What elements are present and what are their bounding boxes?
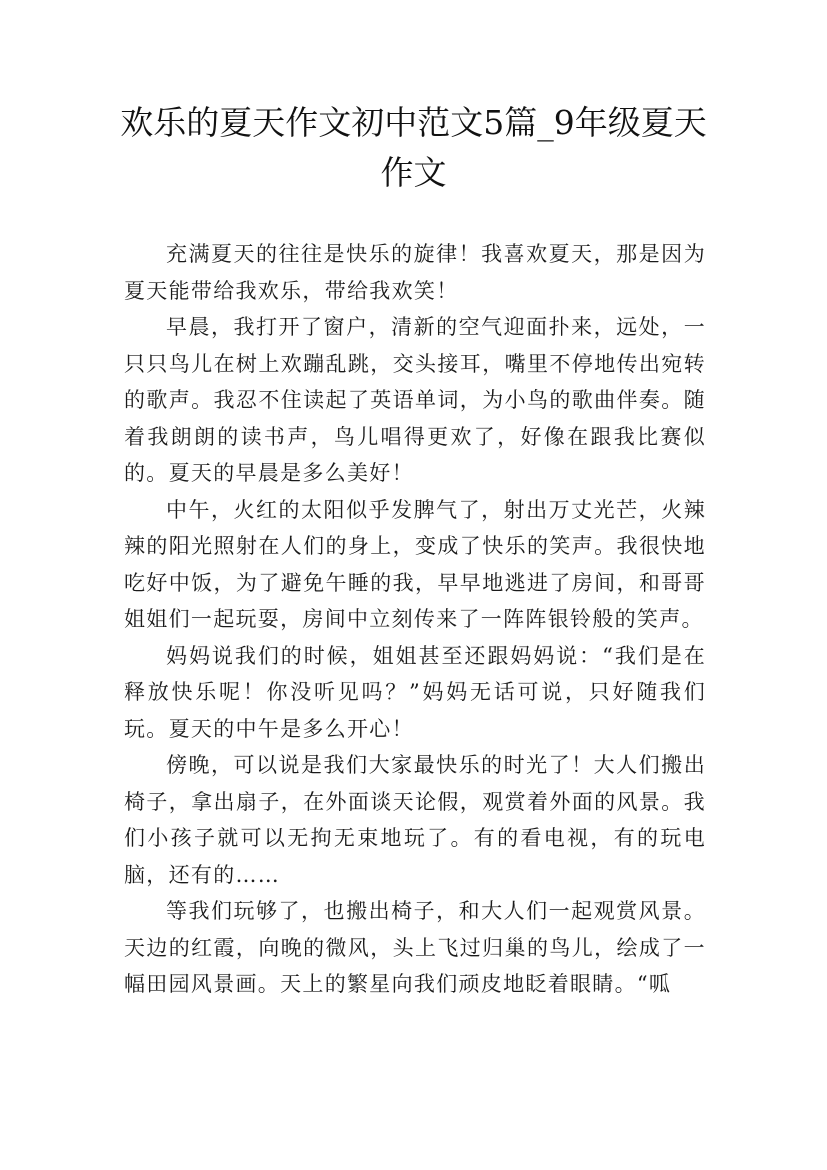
paragraph-5: 傍晚，可以说是我们大家最快乐的时光了！大人们搬出椅子，拿出扇子，在外面谈天论假，观赏着外面的风景。我们小孩子就可以无拘无束地玩了。有的看电视，有的玩电脑，还有的…… (124, 753, 706, 887)
document-title: 欢乐的夏天作文初中范文5篇_9年级夏天作文 (120, 103, 707, 192)
paragraph-6: 等我们玩够了，也搬出椅子，和大人们一起观赏风景。天边的红霞，向晚的微风，头上飞过归巢的鸟儿，绘成了一幅田园风景画。天上的繁星向我们顽皮地眨着眼睛。“呱 (124, 899, 706, 996)
paragraph-4: 妈妈说我们的时候，姐姐甚至还跟妈妈说：“我们是在释放快乐呢！你没听见吗？”妈妈无话可说，只好随我们玩。夏天的中午是多么开心！ (124, 643, 706, 741)
paragraph-2: 早晨，我打开了窗户，清新的空气迎面扑来，远处，一只只鸟儿在树上欢蹦乱跳，交头接耳，嘴里不停地传出宛转的歌声。我忍不住读起了英语单词，为小鸟的歌曲伴奏。随着我朗朗的读书声，鸟儿唱得更欢了，好像在跟我比赛似的。夏天的早晨是多么美好！ (124, 315, 706, 485)
paragraph-3: 中午，火红的太阳似乎发脾气了，射出万丈光芒，火辣辣的阳光照射在人们的身上，变成了快乐的笑声。我很快地吃好中饭，为了避免午睡的我，早早地逃进了房间，和哥哥姐姐们一起玩耍，房间中立刻传来了一阵阵银铃般的笑声。 (124, 497, 706, 631)
document-body (124, 236, 706, 1003)
paragraph-1: 充满夏天的往往是快乐的旋律！我喜欢夏天，那是因为夏天能带给我欢乐，带给我欢笑！ (124, 242, 706, 303)
